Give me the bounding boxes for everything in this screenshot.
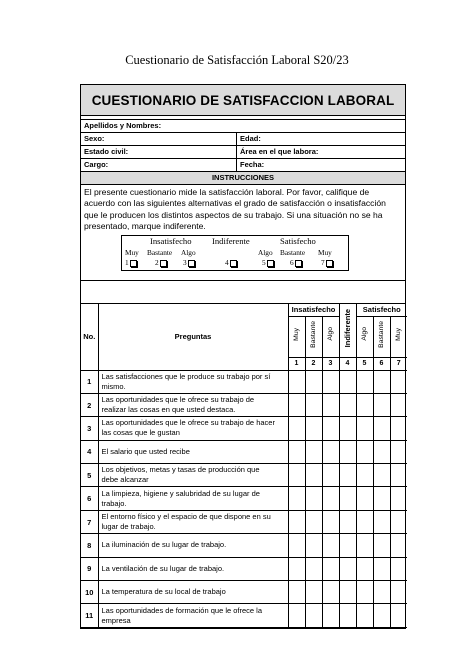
rating-cell-4[interactable] — [339, 510, 356, 533]
question-line-1: El entorno físico y el espacio de que dispone en su — [101, 512, 271, 522]
rating-cell-3[interactable] — [322, 440, 339, 463]
question-line-2: debe alcanzar — [101, 475, 149, 485]
rating-cell-7[interactable] — [390, 557, 407, 580]
rating-cell-2[interactable] — [305, 393, 322, 416]
instructions-header: INSTRUCCIONES — [81, 172, 405, 185]
table-row — [81, 557, 407, 580]
rating-cell-1[interactable] — [288, 417, 305, 440]
table-row — [81, 581, 407, 604]
table-row — [81, 510, 407, 533]
rating-cell-4[interactable] — [339, 487, 356, 510]
rating-cell-2[interactable] — [305, 417, 322, 440]
area-field[interactable]: Área en el que labora: — [240, 147, 319, 156]
rating-cell-4[interactable] — [339, 604, 356, 627]
question-line-1: La limpieza, higiene y salubridad de su lugar de — [101, 488, 260, 498]
col-number-7: 7 — [390, 357, 407, 370]
col-number-1: 1 — [288, 357, 305, 370]
rating-cell-2[interactable] — [305, 464, 322, 487]
rating-cell-6[interactable] — [373, 393, 390, 416]
rating-cell-7[interactable] — [390, 510, 407, 533]
table-row — [81, 417, 407, 440]
question-line-1: Las satisfacciones que le produce su trabajo por sí — [101, 371, 271, 381]
checkbox-icon — [326, 260, 333, 267]
rating-cell-7[interactable] — [390, 604, 407, 627]
scale-insatisfecho: Insatisfecho — [150, 236, 192, 246]
rating-cell-2[interactable] — [305, 557, 322, 580]
rating-cell-1[interactable] — [288, 604, 305, 627]
rating-cell-2[interactable] — [305, 581, 322, 604]
rating-cell-3[interactable] — [322, 417, 339, 440]
rating-cell-3[interactable] — [322, 534, 339, 557]
questions-body — [81, 370, 407, 627]
rating-cell-7[interactable] — [390, 417, 407, 440]
col-header-indiferente: Indiferente — [339, 304, 356, 357]
question-line-1: La temperatura de su local de trabajo — [101, 587, 226, 597]
table-row — [81, 370, 407, 393]
question-text — [98, 557, 288, 580]
question-text — [98, 581, 288, 604]
rating-cell-6[interactable] — [373, 510, 390, 533]
questionnaire-form — [80, 84, 406, 629]
checkbox-icon — [130, 260, 137, 267]
question-text — [98, 464, 288, 487]
sexo-field[interactable]: Sexo: — [81, 133, 237, 145]
checkbox-icon — [230, 260, 237, 267]
fecha-field[interactable]: Fecha: — [240, 160, 265, 169]
scale-option-4: 4 — [225, 258, 237, 267]
question-text — [98, 393, 288, 416]
rating-cell-7[interactable] — [390, 440, 407, 463]
rating-cell-6[interactable] — [373, 581, 390, 604]
col-number-6: 6 — [373, 357, 390, 370]
question-text — [98, 370, 288, 393]
rating-cell-7[interactable] — [390, 393, 407, 416]
rating-cell-3[interactable] — [322, 581, 339, 604]
rating-cell-5[interactable] — [356, 464, 373, 487]
checkbox-icon — [160, 260, 167, 267]
col-header-preguntas: Preguntas — [98, 304, 288, 370]
question-number: 10 — [81, 581, 98, 604]
rating-cell-3[interactable] — [322, 464, 339, 487]
question-line-2: trabajo. — [101, 498, 127, 508]
question-number: 4 — [81, 440, 98, 463]
scale-satisfecho: Satisfecho — [280, 236, 316, 246]
rating-cell-6[interactable] — [373, 370, 390, 393]
field-row-estado-area — [81, 146, 405, 159]
rating-cell-4[interactable] — [339, 534, 356, 557]
checkbox-icon — [188, 260, 195, 267]
scale-box — [121, 235, 349, 271]
question-line-1: La ventilación de su lugar de trabajo. — [101, 563, 225, 573]
question-line-2: las cosas que le gustan — [101, 428, 180, 438]
question-text — [98, 417, 288, 440]
question-line-2: mismo. — [101, 381, 126, 391]
question-line-2: realizar las cosas en que usted destaca. — [101, 405, 236, 415]
col-header-no: No. — [81, 304, 98, 370]
question-line-2: lugar de trabajo. — [101, 522, 156, 532]
question-number: 8 — [81, 534, 98, 557]
table-row — [81, 534, 407, 557]
scale-indiferente: Indiferente — [212, 236, 250, 246]
question-number: 7 — [81, 510, 98, 533]
table-row — [81, 604, 407, 627]
scale-algo-1: Algo — [181, 248, 196, 257]
col-header-muy-2: Muy — [390, 316, 407, 357]
question-number: 9 — [81, 557, 98, 580]
col-header-muy-1: Muy — [288, 316, 305, 357]
rating-cell-5[interactable] — [356, 417, 373, 440]
rating-cell-2[interactable] — [305, 604, 322, 627]
question-text — [98, 510, 288, 533]
rating-cell-7[interactable] — [390, 487, 407, 510]
col-header-bastante-1: Bastante — [305, 316, 322, 357]
question-number: 11 — [81, 604, 98, 627]
scale-option-7: 7 — [321, 258, 333, 267]
question-number: 1 — [81, 370, 98, 393]
scale-option-3: 3 — [183, 258, 195, 267]
rating-cell-1[interactable] — [288, 534, 305, 557]
rating-cell-5[interactable] — [356, 557, 373, 580]
rating-cell-6[interactable] — [373, 534, 390, 557]
rating-cell-4[interactable] — [339, 370, 356, 393]
rating-cell-2[interactable] — [305, 487, 322, 510]
spacer-before-table — [81, 281, 405, 304]
scale-bastante-1: Bastante — [147, 248, 173, 257]
table-row — [81, 440, 407, 463]
question-line-1: El salario que usted recibe — [101, 446, 190, 456]
rating-cell-5[interactable] — [356, 487, 373, 510]
rating-scale-legend — [81, 232, 405, 281]
col-number-2: 2 — [305, 357, 322, 370]
rating-cell-5[interactable] — [356, 440, 373, 463]
edad-field[interactable]: Edad: — [240, 134, 261, 143]
col-header-bastante-2: Bastante — [373, 316, 390, 357]
field-row-sexo-edad — [81, 133, 405, 146]
rating-cell-2[interactable] — [305, 370, 322, 393]
rating-cell-5[interactable] — [356, 393, 373, 416]
group-header-insatisfecho: Insatisfecho — [288, 304, 339, 316]
rating-cell-4[interactable] — [339, 581, 356, 604]
group-header-satisfecho: Satisfecho — [356, 304, 407, 316]
apellidos-field[interactable]: Apellidos y Nombres: — [84, 121, 162, 130]
rating-cell-4[interactable] — [339, 417, 356, 440]
rating-cell-7[interactable] — [390, 370, 407, 393]
rating-cell-3[interactable] — [322, 557, 339, 580]
questions-table — [81, 304, 407, 628]
rating-cell-1[interactable] — [288, 393, 305, 416]
scale-bastante-2: Bastante — [280, 248, 306, 257]
rating-cell-3[interactable] — [322, 510, 339, 533]
rating-cell-3[interactable] — [322, 393, 339, 416]
scale-option-2: 2 — [155, 258, 167, 267]
rating-cell-1[interactable] — [288, 464, 305, 487]
scale-muy-2: Muy — [318, 248, 332, 257]
form-banner: CUESTIONARIO DE SATISFACCION LABORAL — [81, 85, 405, 116]
rating-cell-7[interactable] — [390, 581, 407, 604]
estado-civil-field[interactable]: Estado civil: — [81, 146, 237, 158]
rating-cell-5[interactable] — [356, 510, 373, 533]
rating-cell-4[interactable] — [339, 464, 356, 487]
table-row — [81, 464, 407, 487]
col-number-5: 5 — [356, 357, 373, 370]
rating-cell-2[interactable] — [305, 440, 322, 463]
question-number: 6 — [81, 487, 98, 510]
rating-cell-6[interactable] — [373, 417, 390, 440]
rating-cell-4[interactable] — [339, 557, 356, 580]
rating-cell-1[interactable] — [288, 510, 305, 533]
rating-cell-6[interactable] — [373, 464, 390, 487]
table-row — [81, 487, 407, 510]
cargo-field[interactable]: Cargo: — [81, 159, 237, 171]
question-line-1: Las oportunidades que le ofrece su trabajo de — [101, 395, 255, 405]
scale-muy-1: Muy — [125, 248, 139, 257]
question-number: 5 — [81, 464, 98, 487]
col-number-3: 3 — [322, 357, 339, 370]
col-header-algo-1: Algo — [322, 316, 339, 357]
rating-cell-1[interactable] — [288, 557, 305, 580]
rating-cell-1[interactable] — [288, 440, 305, 463]
rating-cell-7[interactable] — [390, 464, 407, 487]
scale-option-5: 5 — [262, 258, 274, 267]
rating-cell-4[interactable] — [339, 393, 356, 416]
question-line-1: Las oportunidades que le ofrece su trabajo de hacer — [101, 418, 275, 428]
question-text — [98, 534, 288, 557]
question-line-1: Las oportunidades de formación que le ofrece la — [101, 605, 263, 615]
question-text — [98, 440, 288, 463]
rating-cell-4[interactable] — [339, 440, 356, 463]
checkbox-icon — [267, 260, 274, 267]
rating-cell-6[interactable] — [373, 557, 390, 580]
rating-cell-3[interactable] — [322, 370, 339, 393]
rating-cell-1[interactable] — [288, 581, 305, 604]
table-row — [81, 393, 407, 416]
field-row-cargo-fecha — [81, 159, 405, 172]
rating-cell-1[interactable] — [288, 370, 305, 393]
scale-option-6: 6 — [290, 258, 302, 267]
col-header-algo-2: Algo — [356, 316, 373, 357]
col-number-4: 4 — [339, 357, 356, 370]
rating-cell-5[interactable] — [356, 604, 373, 627]
instructions-text: El presente cuestionario mide la satisfacción laboral. Por favor, califique de acuerdo con las siguientes alternativas el grado de satisfacción o insatisfacción que le producen los distintos aspectos de su trabajo. Si una situación no se ha presentado, marque indiferente. — [84, 187, 386, 231]
rating-cell-2[interactable] — [305, 510, 322, 533]
rating-cell-3[interactable] — [322, 604, 339, 627]
checkbox-icon — [295, 260, 302, 267]
rating-cell-6[interactable] — [373, 604, 390, 627]
scale-option-1: 1 — [125, 258, 137, 267]
question-line-1: La iluminación de su lugar de trabajo. — [101, 540, 227, 550]
document-title: Cuestionario de Satisfacción Laboral S20/23 — [125, 53, 349, 67]
field-row-apellidos — [81, 120, 405, 133]
rating-cell-5[interactable] — [356, 534, 373, 557]
question-number: 2 — [81, 393, 98, 416]
question-line-1: Los objetivos, metas y tasas de producción que — [101, 465, 260, 475]
rating-cell-6[interactable] — [373, 440, 390, 463]
scale-algo-2: Algo — [258, 248, 273, 257]
rating-cell-6[interactable] — [373, 487, 390, 510]
rating-cell-3[interactable] — [322, 487, 339, 510]
rating-cell-5[interactable] — [356, 370, 373, 393]
rating-cell-5[interactable] — [356, 581, 373, 604]
rating-cell-1[interactable] — [288, 487, 305, 510]
rating-cell-7[interactable] — [390, 534, 407, 557]
question-line-2: empresa — [101, 615, 131, 625]
rating-cell-2[interactable] — [305, 534, 322, 557]
question-number: 3 — [81, 417, 98, 440]
question-text — [98, 604, 288, 627]
question-text — [98, 487, 288, 510]
